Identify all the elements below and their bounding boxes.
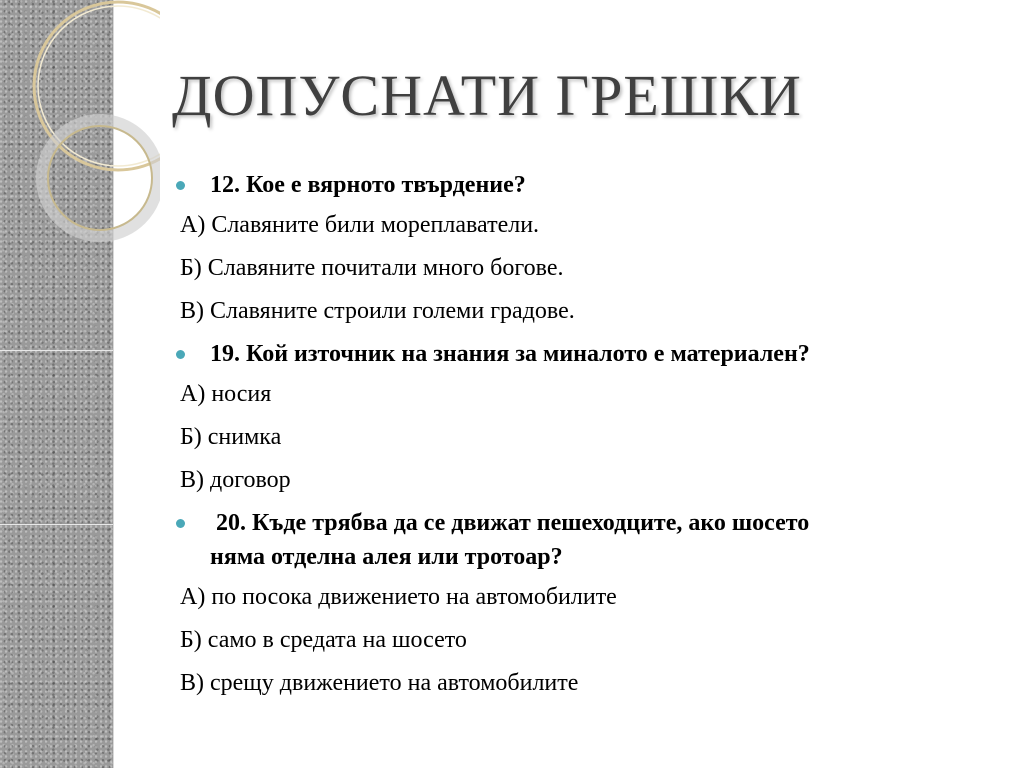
bullet-icon bbox=[176, 181, 185, 190]
slide-content bbox=[180, 168, 1000, 709]
answer-item: Б) Славяните почитали много богове. bbox=[180, 255, 564, 281]
question-text: 12. Кое е вярното твърдение? bbox=[210, 172, 526, 198]
question-19 bbox=[176, 337, 1000, 371]
question-20 bbox=[176, 506, 1000, 574]
question-group-19 bbox=[180, 337, 1000, 497]
answer-item: Б) само в средата на шосето bbox=[180, 627, 467, 653]
question-text-line-2: няма отделна алея или тротоар? bbox=[210, 544, 563, 570]
bullet-icon bbox=[176, 350, 185, 359]
question-group-12 bbox=[180, 168, 1000, 328]
question-12 bbox=[176, 168, 1000, 202]
silver-ring bbox=[42, 120, 158, 236]
answer-item: А) по посока движението на автомобилите bbox=[180, 584, 617, 610]
question-text: 19. Кой източник на знания за миналото е материален? bbox=[210, 341, 810, 367]
answer-item: В) Славяните строили големи градове. bbox=[180, 298, 575, 324]
slide-title: ДОПУСНАТИ ГРЕШКИ bbox=[172, 63, 802, 128]
answer-item: В) срещу движението на автомобилите bbox=[180, 670, 579, 696]
decorative-rings bbox=[0, 0, 160, 260]
sidebar-divider bbox=[0, 524, 113, 525]
answer-item: Б) снимка bbox=[180, 424, 282, 450]
answer-item: А) носия bbox=[180, 381, 272, 407]
question-group-20 bbox=[180, 506, 1000, 700]
question-text-line-1: 20. Къде трябва да се движат пешеходците, ако шосето bbox=[216, 510, 810, 536]
sidebar-divider bbox=[0, 350, 113, 351]
answer-item: В) договор bbox=[180, 467, 291, 493]
answer-item: А) Славяните били мореплаватели. bbox=[180, 212, 540, 238]
bullet-icon bbox=[176, 519, 185, 528]
gold-ring-inner bbox=[48, 126, 152, 230]
